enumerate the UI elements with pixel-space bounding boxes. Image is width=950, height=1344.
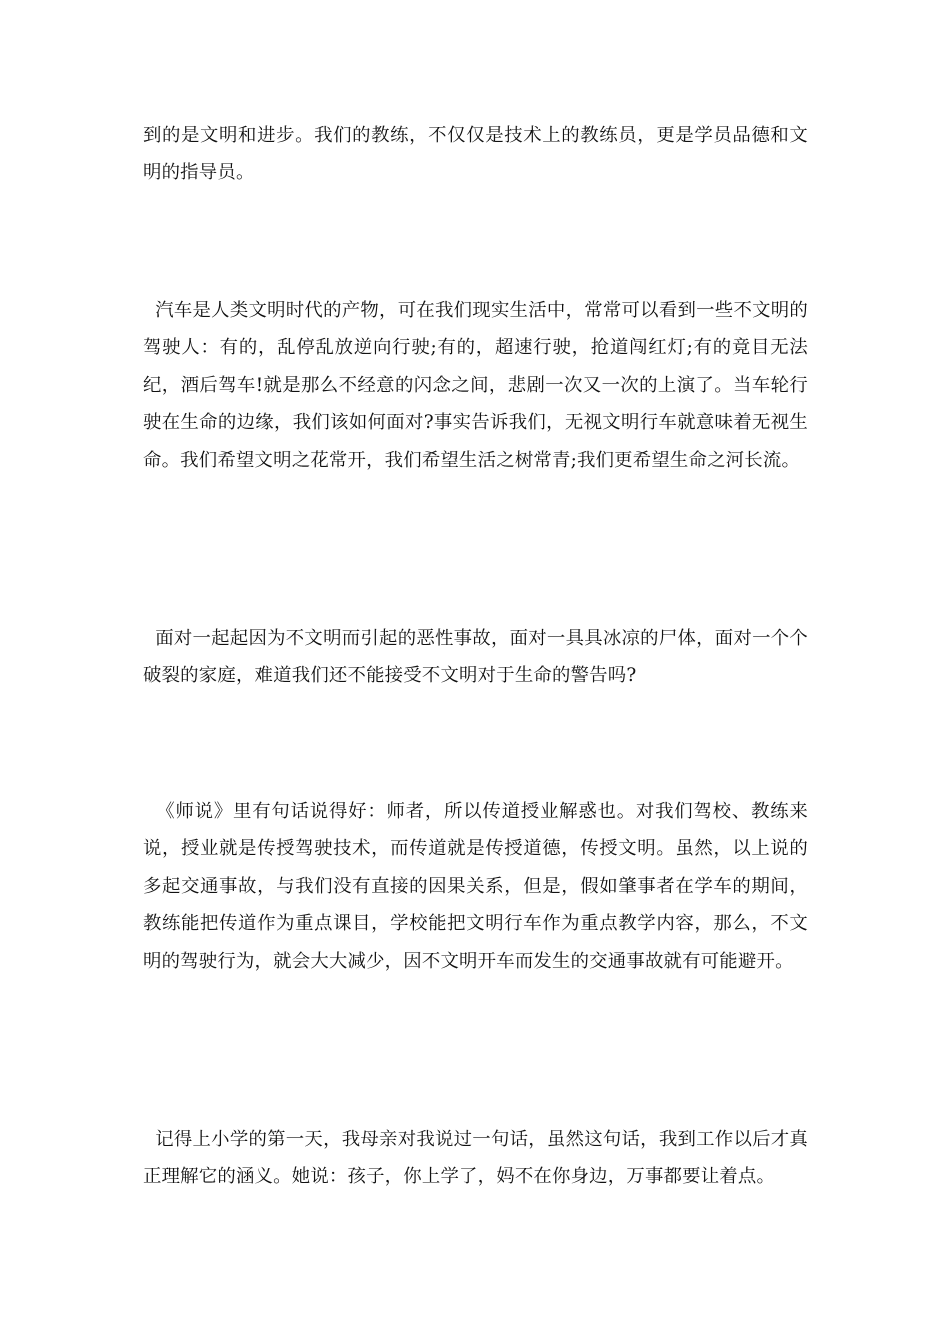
paragraph-5: 记得上小学的第一天，我母亲对我说过一句话，虽然这句话，我到工作以后才真正理解它的涵义。她说：孩子，你上学了，妈不在你身边，万事都要让着点。: [143, 1129, 808, 1188]
paragraph-3: 面对一起起因为不文明而引起的恶性事故，面对一具具冰凉的尸体，面对一个个破裂的家庭，难道我们还不能接受不文明对于生命的警告吗?: [143, 628, 808, 687]
paragraph-1: 到的是文明和进步。我们的教练，不仅仅是技术上的教练员，更是学员品德和文明的指导员。: [143, 125, 808, 184]
paragraph-2: 汽车是人类文明时代的产物，可在我们现实生活中，常常可以看到一些不文明的驾驶人：有的，乱停乱放逆向行驶;有的，超速行驶，抢道闯红灯;有的竟目无法纪，酒后驾车!就是那么不经意的闪念之间，悲剧一次又一次的上演了。当车轮行驶在生命的边缘，我们该如何面对?事实告诉我们，无视文明行车就意味着无视生命。我们希望文明之花常开，我们希望生活之树常青;我们更希望生命之河长流。: [143, 300, 808, 471]
paragraph-4: 《师说》里有句话说得好：师者，所以传道授业解惑也。对我们驾校、教练来说，授业就是传授驾驶技术，而传道就是传授道德，传授文明。虽然，以上说的多起交通事故，与我们没有直接的因果关系，但是，假如肇事者在学车的期间，教练能把传道作为重点课目，学校能把文明行车作为重点教学内容，那么，不文明的驾驶行为，就会大大减少，因不文明开车而发生的交通事故就有可能避开。: [143, 801, 808, 972]
